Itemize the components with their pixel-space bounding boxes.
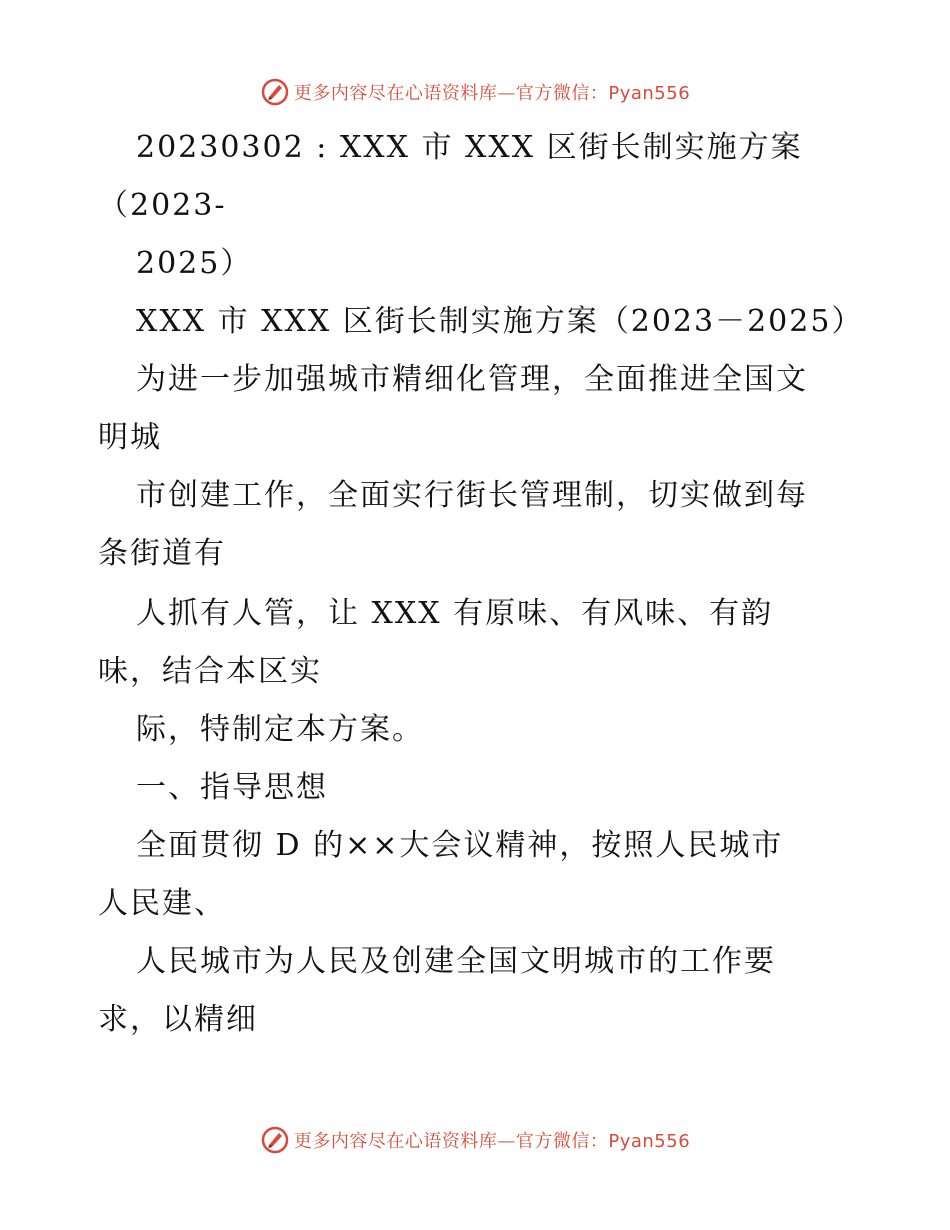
paragraph-line: 求，以精细 xyxy=(98,1002,258,1037)
paragraph-line: 全面贯彻 D 的××大会议精神，按照人民城市 xyxy=(136,828,784,863)
header-watermark xyxy=(0,72,950,112)
pen-logo-icon xyxy=(260,77,290,107)
paragraph-line: 际，特制定本方案。 xyxy=(136,712,424,747)
paragraph-line: 味，结合本区实 xyxy=(98,654,322,689)
watermark-text: 更多内容尽在心语资料库—官方微信：Pyan556 xyxy=(293,1131,691,1152)
document-title-line-3: 2025） xyxy=(136,246,253,281)
footer-watermark xyxy=(0,1120,950,1160)
paragraph-line: 人民城市为人民及创建全国文明城市的工作要 xyxy=(136,944,776,979)
document-heading: XXX 市 XXX 区街长制实施方案（2023－2025） xyxy=(136,304,864,339)
paragraph-line: 为进一步加强城市精细化管理，全面推进全国文 xyxy=(136,362,808,397)
paragraph-line: 条街道有 xyxy=(98,536,226,571)
document-title-line-2: （2023- xyxy=(98,188,227,223)
pen-logo-icon xyxy=(260,1125,290,1155)
paragraph-line: 人抓有人管，让 XXX 有原味、有风味、有韵 xyxy=(136,596,774,631)
paragraph-line: 市创建工作，全面实行街长管理制，切实做到每 xyxy=(136,478,808,513)
watermark-text: 更多内容尽在心语资料库—官方微信：Pyan556 xyxy=(293,83,691,104)
document-title-line-1: 20230302 : XXX 市 XXX 区街长制实施方案 xyxy=(136,130,803,165)
section-heading: 一、指导思想 xyxy=(136,770,328,805)
paragraph-line: 明城 xyxy=(98,420,162,455)
paragraph-line: 人民建、 xyxy=(98,886,226,921)
